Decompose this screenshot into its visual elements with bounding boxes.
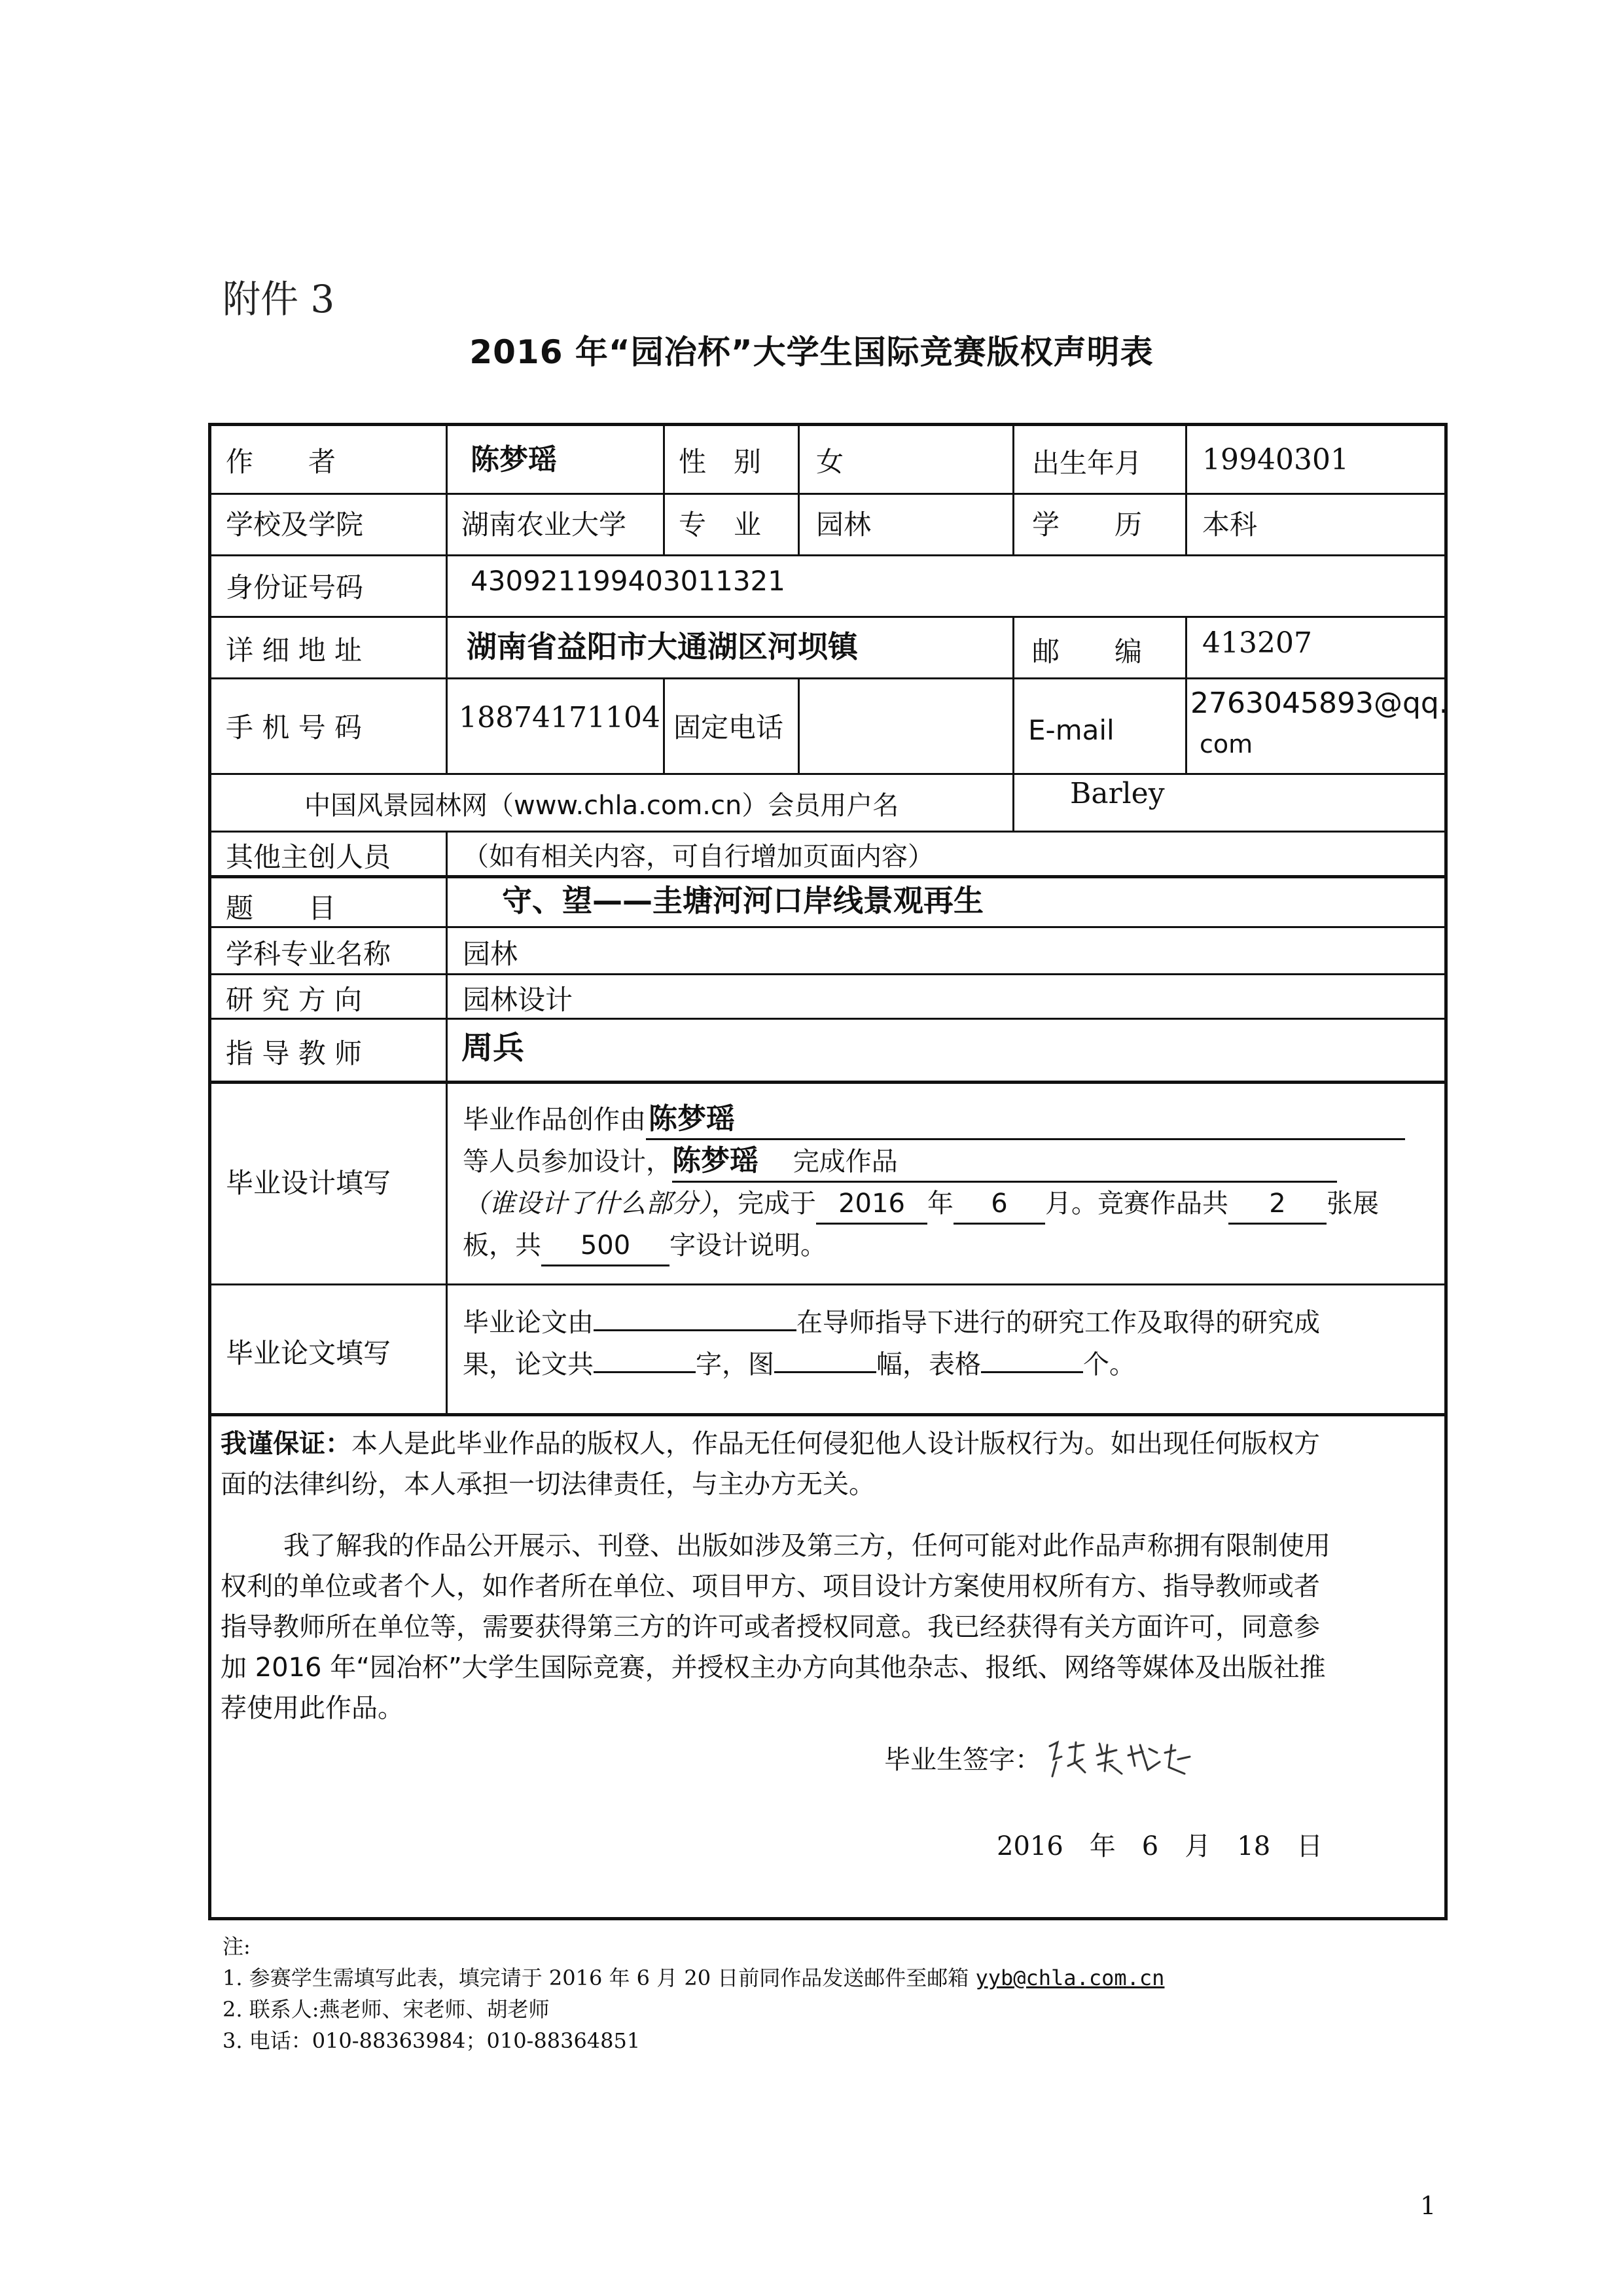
thesis-paragraph: 毕业论文由 在导师指导下进行的研究工作及取得的研究成 果，论文共 字，图 幅，表格 个。 bbox=[463, 1308, 1320, 1380]
consent-paragraph: 我了解我的作品公开展示、刊登、出版如涉及第三方，任何可能对此作品声称拥有限制使用 权利的单位或者个人，如作者所在单位、项目甲方、项目设计方案使用权所有方、指导教师或者 指导教师所在单位等，需要获得第三方的许可或者授权同意。我已经获得有关方面许可，同意参 加 2016 年“园冶杯”大学生国际竞赛，并授权主办方向其他杂志、报纸、网络等媒体及出版社推 荐使用此作品。 bbox=[221, 1531, 1330, 1723]
major-value: 园林 bbox=[816, 509, 872, 541]
author-label: 作 者 bbox=[226, 446, 336, 478]
email-value-line2: com bbox=[1200, 730, 1253, 759]
chla-value: Barley bbox=[1070, 777, 1165, 810]
school-label: 学校及学院 bbox=[226, 509, 364, 541]
annex-label: 附件 3 bbox=[223, 277, 335, 321]
mobile-label: 手 机 号 码 bbox=[226, 711, 363, 744]
degree-label: 学 历 bbox=[1032, 509, 1143, 541]
birth-value: 19940301 bbox=[1202, 443, 1349, 476]
designer-field: 陈梦瑶 完成作品 bbox=[672, 1142, 1337, 1183]
research-value: 园林设计 bbox=[463, 984, 573, 1016]
notes-block: 注: 1. 参赛学生需填写此表，填完请于 2016 年 6 月 20 日前同作品发送邮件至邮箱 yyb@chla.com.cn 2. 联系人:燕老师、宋老师、胡老师 3. 电话：010-88363984；010-88364851 bbox=[223, 1934, 1165, 2053]
words-value: 500 bbox=[541, 1227, 669, 1266]
gender-value: 女 bbox=[816, 446, 844, 478]
address-value: 湖南省益阳市大通湖区河坝镇 bbox=[467, 629, 858, 664]
form-title: 2016 年“园冶杯”大学生国际竞赛版权声明表 bbox=[469, 333, 1154, 371]
others-label: 其他主创人员 bbox=[226, 841, 391, 873]
discipline-label: 学科专业名称 bbox=[226, 938, 391, 970]
gender-label: 性 别 bbox=[679, 446, 762, 478]
advisor-label: 指 导 教 师 bbox=[226, 1037, 363, 1069]
guarantee-paragraph: 我谨保证：本人是此毕业作品的版权人，作品无任何侵犯他人设计版权行为。如出现任何版权方 面的法律纠纷，本人承担一切法律责任，与主办方无关。 bbox=[221, 1429, 1320, 1499]
creator-value: 陈梦瑶 bbox=[646, 1100, 1405, 1140]
thesis-label: 毕业论文填写 bbox=[226, 1337, 391, 1369]
phone-label: 固定电话 bbox=[673, 711, 784, 744]
id-label: 身份证号码 bbox=[226, 571, 364, 603]
topic-value: 守、望——圭塘河河口岸线景观再生 bbox=[502, 883, 984, 918]
author-value: 陈梦瑶 bbox=[471, 443, 557, 476]
postcode-value: 413207 bbox=[1202, 626, 1312, 660]
school-value: 湖南农业大学 bbox=[461, 509, 627, 541]
boards-value: 2 bbox=[1228, 1185, 1327, 1225]
advisor-value: 周兵 bbox=[461, 1030, 525, 1066]
email-label: E-mail bbox=[1028, 714, 1115, 746]
email-value-line1: 2763045893@qq. bbox=[1190, 687, 1448, 720]
sign-date: 2016 年 6 月 18 日 bbox=[997, 1831, 1323, 1861]
id-value: 430921199403011321 bbox=[471, 565, 785, 597]
contact-email-link[interactable]: yyb@chla.com.cn bbox=[975, 1965, 1165, 1990]
design-label: 毕业设计填写 bbox=[226, 1167, 391, 1199]
address-label: 详 细 地 址 bbox=[226, 634, 363, 666]
page-number: 1 bbox=[1420, 2191, 1436, 2220]
design-paragraph: 毕业作品创作由陈梦瑶 等人员参加设计，陈梦瑶 完成作品 （谁设计了什么部分），完成于 2016 年 6 月。竞赛作品共 2 张展 板，共 500 字设计说明。 bbox=[463, 1099, 1431, 1266]
signature-label: 毕业生签字： bbox=[884, 1745, 1041, 1775]
research-label: 研 究 方 向 bbox=[226, 984, 363, 1016]
birth-label: 出生年月 bbox=[1032, 447, 1143, 479]
year-value: 2016 bbox=[816, 1185, 927, 1225]
postcode-label: 邮 编 bbox=[1032, 636, 1143, 668]
discipline-value: 园林 bbox=[463, 938, 518, 970]
others-value: （如有相关内容，可自行增加页面内容） bbox=[463, 842, 934, 872]
chla-label: 中国风景园林网（www.chla.com.cn）会员用户名 bbox=[304, 791, 899, 821]
major-label: 专 业 bbox=[679, 509, 762, 541]
handwritten-signature bbox=[1044, 1733, 1195, 1785]
mobile-value: 18874171104 bbox=[459, 701, 660, 734]
copyright-form bbox=[208, 423, 1448, 1920]
degree-value: 本科 bbox=[1202, 509, 1258, 541]
month-value: 6 bbox=[954, 1185, 1045, 1225]
topic-label: 题 目 bbox=[226, 892, 336, 924]
